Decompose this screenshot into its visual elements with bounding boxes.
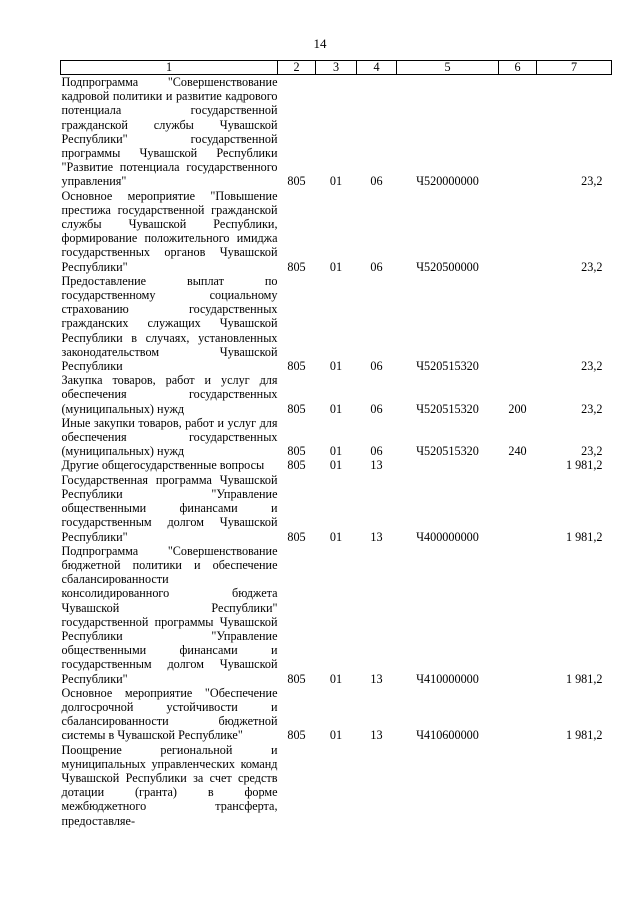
row-name: Поощрение региональной и муниципальных управленческих команд Чувашской Республики за счет средств дотации (гранта) в форме межбюджетного трансферта, предоставляе- — [61, 742, 278, 828]
row-expense-type — [499, 686, 537, 743]
table-row — [61, 743, 612, 828]
column-header: 5 — [397, 61, 499, 75]
row-expense-type: 240 — [508, 444, 527, 459]
page-number: 14 — [313, 36, 327, 51]
row-target-article — [397, 743, 499, 828]
row-section: 01 — [329, 259, 343, 274]
row-section: 01 — [329, 359, 343, 374]
row-section: 01 — [329, 728, 343, 743]
row-expense-type — [499, 274, 537, 373]
row-ministry-code: 805 — [287, 444, 306, 459]
column-header: 1 — [61, 61, 278, 75]
row-expense-type — [499, 189, 537, 274]
row-amount: 1 981,2 — [565, 458, 603, 473]
row-ministry-code: 805 — [287, 728, 306, 743]
row-subsection: 13 — [370, 728, 383, 743]
budget-table — [60, 60, 612, 828]
row-amount: 1 981,2 — [565, 671, 603, 686]
row-target-article: Ч520515320 — [416, 444, 479, 459]
row-expense-type: 200 — [508, 401, 527, 416]
row-expense-type — [499, 544, 537, 686]
row-amount — [537, 743, 612, 828]
row-amount: 23,2 — [581, 359, 603, 374]
column-header: 4 — [357, 61, 397, 75]
table-row — [61, 473, 612, 544]
table-row — [61, 189, 612, 274]
row-name: Другие общегосударственные вопросы — [61, 458, 265, 473]
table-row — [61, 458, 612, 472]
row-section — [316, 743, 357, 828]
column-header: 7 — [537, 61, 612, 75]
row-expense-type — [499, 75, 537, 189]
row-ministry-code: 805 — [287, 259, 306, 274]
row-target-article: Ч400000000 — [416, 529, 479, 544]
row-expense-type — [499, 473, 537, 544]
table-row — [61, 544, 612, 686]
row-expense-type — [499, 458, 537, 472]
row-subsection: 13 — [370, 529, 383, 544]
row-name: Предоставление выплат по государственному социальному страхованию государственных гражданских служащих Чувашской Республики в случаях, установленных законодательством Чувашской Республики — [61, 273, 278, 374]
row-name: Иные закупки товаров, работ и услуг для обеспечения государственных (муниципальных) нужд — [61, 415, 278, 459]
column-header: 6 — [499, 61, 537, 75]
column-header: 2 — [278, 61, 316, 75]
row-target-article: Ч410600000 — [416, 728, 479, 743]
row-ministry-code: 805 — [287, 174, 306, 189]
row-name: Государственная программа Чувашской Республики "Управление общественными финансами и государственным долгом Чувашской Республики" — [61, 472, 278, 544]
row-target-article: Ч520515320 — [416, 401, 479, 416]
row-amount: 23,2 — [581, 401, 603, 416]
row-subsection: 06 — [370, 174, 383, 189]
row-subsection: 06 — [370, 259, 383, 274]
row-target-article: Ч520000000 — [416, 174, 479, 189]
row-ministry-code: 805 — [287, 359, 306, 374]
table-row — [61, 373, 612, 416]
row-ministry-code: 805 — [287, 458, 306, 473]
row-section: 01 — [329, 401, 343, 416]
row-subsection: 06 — [370, 401, 383, 416]
row-subsection: 06 — [370, 444, 383, 459]
row-target-article: Ч410000000 — [416, 671, 479, 686]
row-expense-type — [499, 743, 537, 828]
row-amount: 23,2 — [581, 259, 603, 274]
row-amount: 23,2 — [581, 174, 603, 189]
row-section: 01 — [329, 444, 343, 459]
table-row — [61, 274, 612, 373]
row-section: 01 — [329, 671, 343, 686]
row-target-article — [397, 458, 499, 472]
row-subsection: 13 — [370, 671, 383, 686]
row-name: Подпрограмма "Совершенствование бюджетной политики и обеспечение сбалансированности консолидированного бюджета Чувашской Республики" государственной программы Чувашской Республики "Управление общественными финансами и государственным долгом Чувашской Республики" — [61, 543, 278, 686]
table-row — [61, 75, 612, 189]
row-amount: 23,2 — [581, 444, 603, 459]
row-section: 01 — [329, 458, 343, 473]
row-amount: 1 981,2 — [565, 529, 603, 544]
table-row — [61, 686, 612, 743]
row-name: Основное мероприятие "Повышение престижа государственной гражданской службы Чувашской Республики, формирование положительного имиджа государственных органов Чувашской Республики" — [61, 188, 278, 274]
table-header-row — [61, 61, 612, 75]
row-subsection: 06 — [370, 359, 383, 374]
row-name: Подпрограмма "Совершенствование кадровой политики и развитие кадрового потенциала государственной гражданской службы Чувашской Республики" государственной программы Чувашской Республики "Развитие потенциала государственного управления" — [61, 75, 278, 189]
row-target-article: Ч520515320 — [416, 359, 479, 374]
row-subsection — [357, 743, 397, 828]
row-amount: 1 981,2 — [565, 728, 603, 743]
row-ministry-code: 805 — [287, 401, 306, 416]
column-header: 3 — [316, 61, 357, 75]
row-name: Закупка товаров, работ и услуг для обеспечения государственных (муниципальных) нужд — [61, 373, 278, 416]
row-ministry-code: 805 — [287, 671, 306, 686]
table-row — [61, 416, 612, 459]
row-ministry-code — [278, 743, 316, 828]
row-section: 01 — [329, 174, 343, 189]
row-target-article: Ч520500000 — [416, 259, 479, 274]
row-section: 01 — [329, 529, 343, 544]
row-ministry-code: 805 — [287, 529, 306, 544]
row-name: Основное мероприятие "Обеспечение долгосрочной устойчивости и сбалансированности бюджетной системы в Чувашской Республике" — [61, 685, 278, 743]
row-subsection: 13 — [370, 458, 383, 473]
